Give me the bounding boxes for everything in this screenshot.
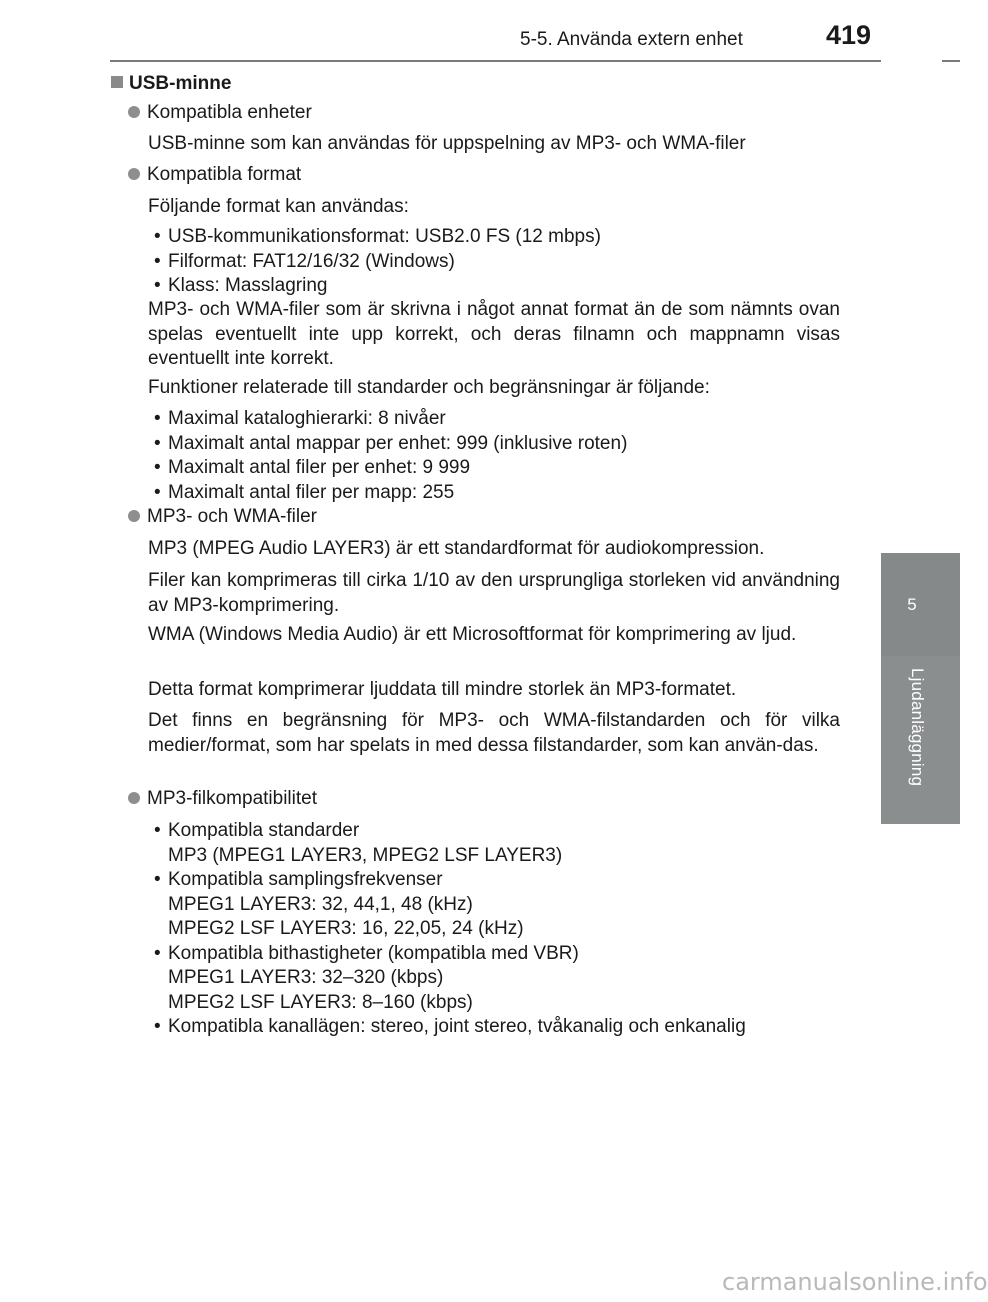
subsection-compat-formats — [128, 164, 301, 186]
circle-bullet-icon — [128, 168, 140, 180]
list-item: • Kompatibla kanallägen: stereo, joint stereo, tvåkanalig och enkanalig — [148, 1015, 848, 1040]
chapter-number: 5 — [907, 595, 917, 614]
section-title: 5-5. Använda extern enhet — [520, 29, 743, 50]
list-item-label: • Kompatibla samplingsfrekvenser — [168, 869, 443, 890]
watermark: carmanualsonline.info — [722, 1268, 988, 1296]
list-item-value: MPEG1 LAYER3: 32–320 (kbps) — [168, 967, 444, 988]
list-item: • Filformat: FAT12/16/32 (Windows) — [148, 250, 848, 275]
list-item: • Maximalt antal filer per enhet: 9 999 — [148, 456, 848, 481]
circle-bullet-icon — [128, 106, 140, 118]
list-item — [148, 942, 848, 1016]
subsection-title: Kompatibla enheter — [147, 102, 312, 123]
list-item — [148, 868, 848, 942]
subsection-mp3-wma — [128, 506, 317, 528]
heading-text: USB-minne — [129, 73, 232, 94]
subsection-title: Kompatibla format — [147, 164, 302, 185]
paragraph: MP3 (MPEG Audio LAYER3) är ett standardformat för audiokompression. — [148, 538, 765, 559]
subsection-title: MP3-filkompatibilitet — [147, 788, 317, 809]
limits-list — [148, 407, 848, 505]
paragraph: Det finns en begränsning för MP3- och WMA-filstandarden och för vilka medier/format, som har spelats in med dessa filstandarder, som kan använ-das. — [148, 710, 840, 756]
paragraph: MP3- och WMA-filer som är skrivna i något annat format än de som nämnts ovan spelas eventuellt inte upp korrekt, och deras filnamn och mappnamn visas eventuellt inte korrekt. — [148, 299, 840, 369]
paragraph: WMA (Windows Media Audio) är ett Microsoftformat för komprimering av ljud. — [148, 624, 797, 645]
subsection-mp3-compat — [128, 788, 317, 810]
header-divider-right — [942, 60, 960, 62]
list-item-value: MP3 (MPEG1 LAYER3, MPEG2 LSF LAYER3) — [168, 844, 563, 866]
list-item: • Maximalt antal filer per mapp: 255 — [148, 481, 848, 506]
list-item-value: MPEG1 LAYER3: 32, 44,1, 48 (kHz) — [168, 893, 473, 915]
circle-bullet-icon — [128, 792, 140, 804]
subsection-title: MP3- och WMA-filer — [147, 506, 317, 527]
list-item — [148, 819, 848, 868]
header-divider — [110, 60, 881, 62]
list-item: • USB-kommunikationsformat: USB2.0 FS (12 mbps) — [148, 225, 848, 250]
list-item-label: • Kompatibla bithastigheter (kompatibla med VBR) — [168, 942, 579, 964]
format-list — [148, 225, 848, 299]
paragraph: Funktioner relaterade till standarder och begränsningar är följande: — [148, 377, 710, 398]
page-header — [0, 0, 960, 60]
page-number: 419 — [826, 20, 872, 50]
paragraph: Detta format komprimerar ljuddata till mindre storlek än MP3-formatet. — [148, 679, 737, 700]
paragraph: USB-minne som kan användas för uppspelning av MP3- och WMA-filer — [148, 133, 746, 154]
paragraph: Följande format kan användas: — [148, 196, 409, 217]
list-item-value: MPEG2 LSF LAYER3: 16, 22,05, 24 (kHz) — [168, 918, 524, 939]
chapter-tab — [881, 553, 960, 824]
list-item: • Maximalt antal mappar per enhet: 999 (inklusive roten) — [148, 432, 848, 457]
list-item-value: MPEG2 LSF LAYER3: 8–160 (kbps) — [168, 991, 473, 1013]
list-item: • Maximal kataloghierarki: 8 nivåer — [148, 407, 848, 432]
chapter-label: Ljudanläggning — [908, 668, 927, 787]
mp3-compat-list — [148, 819, 848, 1040]
subsection-compat-devices — [128, 102, 312, 124]
section-heading — [111, 73, 231, 95]
circle-bullet-icon — [128, 510, 140, 522]
list-item-label: • Kompatibla standarder — [168, 820, 360, 841]
list-item: • Klass: Masslagring — [148, 274, 848, 299]
chapter-tab-number-block — [881, 553, 960, 656]
paragraph: Filer kan komprimeras till cirka 1/10 av den ursprungliga storleken vid användning av MP3-komprimering. — [148, 570, 840, 616]
square-bullet-icon — [111, 76, 123, 88]
